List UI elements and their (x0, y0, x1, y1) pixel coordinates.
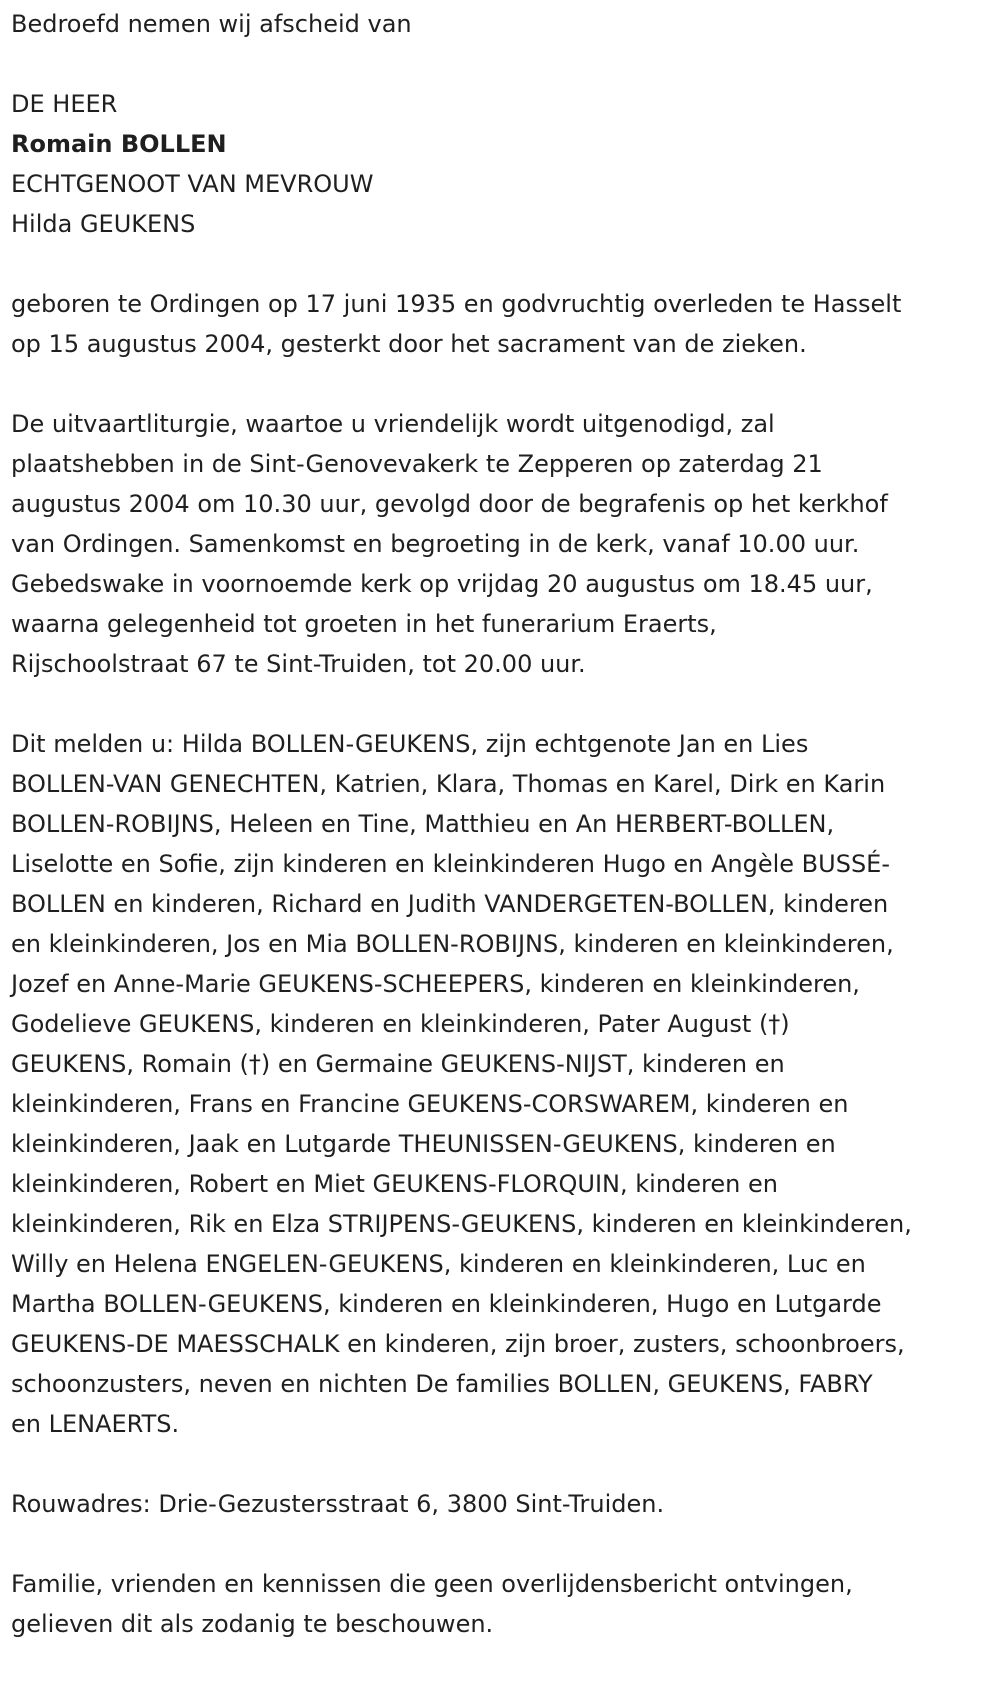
text-line: BOLLEN-VAN GENECHTEN, Katrien, Klara, Thomas en Karel, Dirk en Karin (11, 770, 886, 798)
text-line: gelieven dit als zodanig te beschouwen. (11, 1610, 494, 1638)
spacer (11, 1444, 984, 1484)
text-line: Rijschoolstraat 67 te Sint-Truiden, tot 20.00 uur. (11, 650, 586, 678)
intro-text: Bedroefd nemen wij afscheid van (11, 10, 412, 38)
mourning-address: Rouwadres: Drie-Gezustersstraat 6, 3800 Sint-Truiden. (11, 1490, 665, 1518)
text-line: kleinkinderen, Rik en Elza STRIJPENS-GEUKENS, kinderen en kleinkinderen, (11, 1210, 912, 1238)
text-line: en LENAERTS. (11, 1410, 180, 1438)
text-line: schoonzusters, neven en nichten De families BOLLEN, GEUKENS, FABRY (11, 1370, 873, 1398)
text-line: Liselotte en Sofie, zijn kinderen en kleinkinderen Hugo en Angèle BUSSÉ- (11, 850, 890, 878)
text-line: en kleinkinderen, Jos en Mia BOLLEN-ROBIJNS, kinderen en kleinkinderen, (11, 930, 894, 958)
text-line: Godelieve GEUKENS, kinderen en kleinkinderen, Pater August (†) (11, 1010, 790, 1038)
spacer (11, 684, 984, 724)
text-line: Familie, vrienden en kennissen die geen overlijdensbericht ontvingen, (11, 1570, 853, 1598)
spacer (11, 44, 984, 84)
text-line: Jozef en Anne-Marie GEUKENS-SCHEEPERS, kinderen en kleinkinderen, (11, 970, 860, 998)
text-line: GEUKENS-DE MAESSCHALK en kinderen, zijn broer, zusters, schoonbroers, (11, 1330, 905, 1358)
text-line: Gebedswake in voornoemde kerk op vrijdag 20 augustus om 18.45 uur, (11, 570, 873, 598)
text-line: kleinkinderen, Jaak en Lutgarde THEUNISSEN-GEUKENS, kinderen en (11, 1130, 836, 1158)
text-line: kleinkinderen, Robert en Miet GEUKENS-FLORQUIN, kinderen en (11, 1170, 778, 1198)
text-line: BOLLEN-ROBIJNS, Heleen en Tine, Matthieu en An HERBERT-BOLLEN, (11, 810, 835, 838)
spacer (11, 364, 984, 404)
closing-paragraph (11, 1564, 984, 1644)
spacer (11, 244, 984, 284)
title-line: DE HEER (11, 90, 118, 118)
text-line: BOLLEN en kinderen, Richard en Judith VANDERGETEN-BOLLEN, kinderen (11, 890, 889, 918)
text-line: plaatshebben in de Sint-Genovevakerk te Zepperen op zaterdag 21 (11, 450, 823, 478)
spouse-label: ECHTGENOOT VAN MEVROUW (11, 170, 374, 198)
text-line: geboren te Ordingen op 17 juni 1935 en godvruchtig overleden te Hasselt (11, 290, 902, 318)
text-line: van Ordingen. Samenkomst en begroeting in de kerk, vanaf 10.00 uur. (11, 530, 860, 558)
text-line: op 15 augustus 2004, gesterkt door het sacrament van de zieken. (11, 330, 807, 358)
text-line: kleinkinderen, Frans en Francine GEUKENS-CORSWAREM, kinderen en (11, 1090, 849, 1118)
text-line: GEUKENS, Romain (†) en Germaine GEUKENS-NIJST, kinderen en (11, 1050, 785, 1078)
text-line: augustus 2004 om 10.30 uur, gevolgd door de begrafenis op het kerkhof (11, 490, 888, 518)
spacer (11, 1524, 984, 1564)
deceased-name: Romain BOLLEN (11, 130, 227, 158)
funeral-paragraph (11, 404, 984, 684)
text-line: Martha BOLLEN-GEUKENS, kinderen en kleinkinderen, Hugo en Lutgarde (11, 1290, 882, 1318)
birth-death-paragraph (11, 284, 984, 364)
spouse-name: Hilda GEUKENS (11, 210, 196, 238)
text-line: waarna gelegenheid tot groeten in het funerarium Eraerts, (11, 610, 717, 638)
text-line: Willy en Helena ENGELEN-GEUKENS, kinderen en kleinkinderen, Luc en (11, 1250, 866, 1278)
family-paragraph (11, 724, 984, 1444)
text-line: Dit melden u: Hilda BOLLEN-GEUKENS, zijn echtgenote Jan en Lies (11, 730, 809, 758)
text-line: De uitvaartliturgie, waartoe u vriendelijk wordt uitgenodigd, zal (11, 410, 775, 438)
